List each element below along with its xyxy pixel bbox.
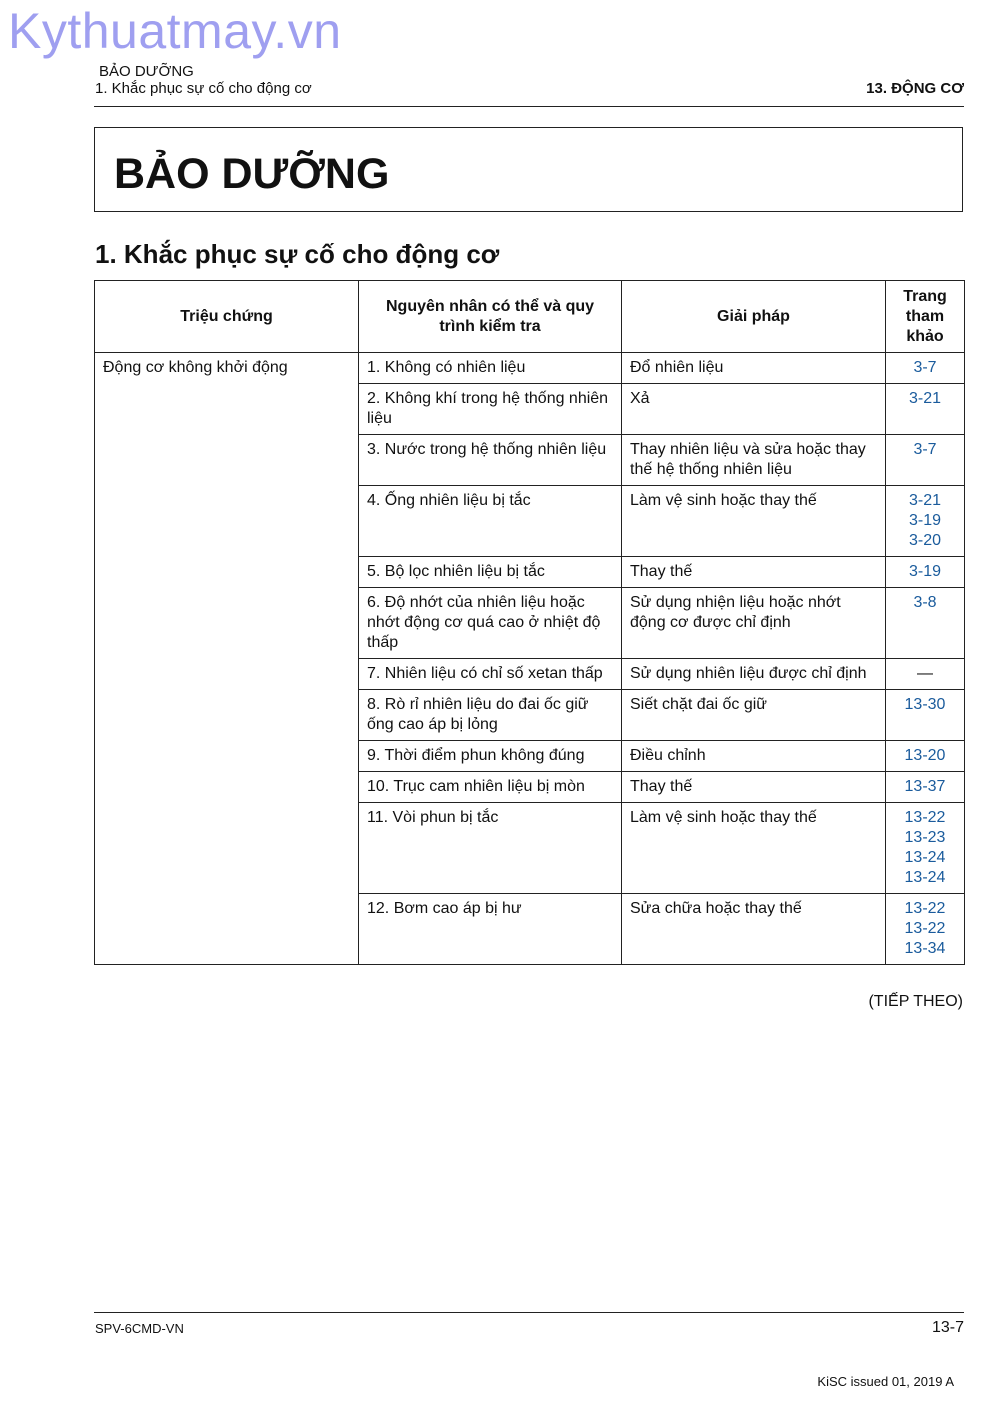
solution-cell: Làm vệ sinh hoặc thay thế [622, 486, 886, 557]
cause-cell: 9. Thời điểm phun không đúng [359, 741, 622, 772]
reference-link[interactable]: 13-37 [904, 778, 946, 795]
symptom-cell: Động cơ không khởi động [95, 353, 359, 965]
solution-cell: Sử dụng nhiện liệu hoặc nhớt động cơ được chỉ định [622, 588, 886, 659]
cause-cell: 11. Vòi phun bị tắc [359, 803, 622, 894]
reference-cell [886, 353, 965, 384]
cause-cell: 2. Không khí trong hệ thống nhiên liệu [359, 384, 622, 435]
cause-cell: 10. Trục cam nhiên liệu bị mòn [359, 772, 622, 803]
watermark-logo: Kythuatmay.vn [8, 3, 342, 59]
solution-cell: Xả [622, 384, 886, 435]
reference-cell [886, 384, 965, 435]
reference-none: — [917, 665, 933, 682]
reference-link[interactable]: 3-7 [913, 441, 937, 458]
solution-cell: Thay nhiên liệu và sửa hoặc thay thế hệ thống nhiên liệu [622, 435, 886, 486]
solution-cell: Sử dụng nhiên liệu được chỉ định [622, 659, 886, 690]
reference-link[interactable]: 3-8 [913, 594, 937, 611]
table-row [95, 353, 965, 384]
section-title: 1. Khắc phục sự cố cho động cơ [95, 239, 500, 269]
cause-cell: 6. Độ nhớt của nhiên liệu hoặc nhớt động cơ quá cao ở nhiệt độ thấp [359, 588, 622, 659]
header-cause: Nguyên nhân có thể và quy trình kiểm tra [359, 281, 622, 353]
reference-link[interactable]: 13-20 [904, 747, 946, 764]
cause-cell: 8. Rò rỉ nhiên liệu do đai ốc giữ ống cao áp bị lỏng [359, 690, 622, 741]
reference-link[interactable]: 13-22 [904, 920, 946, 937]
reference-cell [886, 486, 965, 557]
reference-cell [886, 557, 965, 588]
header-solution: Giải pháp [622, 281, 886, 353]
table-header-row [95, 281, 965, 353]
footer-divider [94, 1312, 964, 1313]
header-reference: Trang tham khảo [886, 281, 965, 353]
reference-cell [886, 435, 965, 486]
reference-link[interactable]: 13-23 [904, 829, 946, 846]
solution-cell: Thay thế [622, 557, 886, 588]
page-title: BẢO DƯỠNG [114, 150, 390, 198]
troubleshooting-table [94, 280, 965, 965]
cause-cell: 7. Nhiên liệu có chỉ số xetan thấp [359, 659, 622, 690]
reference-link[interactable]: 13-30 [904, 696, 946, 713]
header-divider [94, 106, 964, 107]
reference-link[interactable]: 3-19 [908, 512, 942, 529]
header-symptom: Triệu chứng [95, 281, 359, 353]
solution-cell: Siết chặt đai ốc giữ [622, 690, 886, 741]
reference-link[interactable]: 3-21 [908, 390, 942, 407]
reference-link[interactable]: 13-34 [904, 940, 946, 957]
cause-cell: 1. Không có nhiên liệu [359, 353, 622, 384]
reference-cell [886, 803, 965, 894]
reference-link[interactable]: 13-22 [904, 900, 946, 917]
cause-cell: 5. Bộ lọc nhiên liệu bị tắc [359, 557, 622, 588]
reference-link[interactable]: 3-20 [908, 532, 942, 549]
header-subsection: 1. Khắc phục sự cố cho động cơ [95, 80, 312, 97]
reference-cell [886, 741, 965, 772]
reference-link[interactable]: 3-21 [908, 492, 942, 509]
reference-link[interactable]: 13-24 [904, 869, 946, 886]
reference-link[interactable]: 13-22 [904, 809, 946, 826]
reference-link[interactable]: 13-24 [904, 849, 946, 866]
continued-note: (TIẾP THEO) [868, 993, 963, 1010]
footer-page-number: 13-7 [931, 1319, 964, 1336]
header-chapter: 13. ĐỘNG CƠ [866, 80, 964, 97]
reference-cell [886, 772, 965, 803]
reference-cell [886, 894, 965, 965]
reference-cell [886, 588, 965, 659]
reference-link[interactable]: 3-7 [913, 359, 937, 376]
footer-doc-code: SPV-6CMD-VN [95, 1321, 184, 1336]
solution-cell: Thay thế [622, 772, 886, 803]
solution-cell: Điều chỉnh [622, 741, 886, 772]
cause-cell: 4. Ống nhiên liệu bị tắc [359, 486, 622, 557]
footer-issue: KiSC issued 01, 2019 A [817, 1374, 954, 1389]
page-title-box [94, 127, 963, 212]
reference-cell [886, 690, 965, 741]
solution-cell: Đổ nhiên liệu [622, 353, 886, 384]
cause-cell: 3. Nước trong hệ thống nhiên liệu [359, 435, 622, 486]
reference-link[interactable]: 3-19 [908, 563, 942, 580]
table-body [95, 353, 965, 965]
solution-cell: Sửa chữa hoặc thay thế [622, 894, 886, 965]
solution-cell: Làm vệ sinh hoặc thay thế [622, 803, 886, 894]
cause-cell: 12. Bơm cao áp bị hư [359, 894, 622, 965]
reference-cell [886, 659, 965, 690]
header-section: BẢO DƯỠNG [99, 63, 194, 80]
